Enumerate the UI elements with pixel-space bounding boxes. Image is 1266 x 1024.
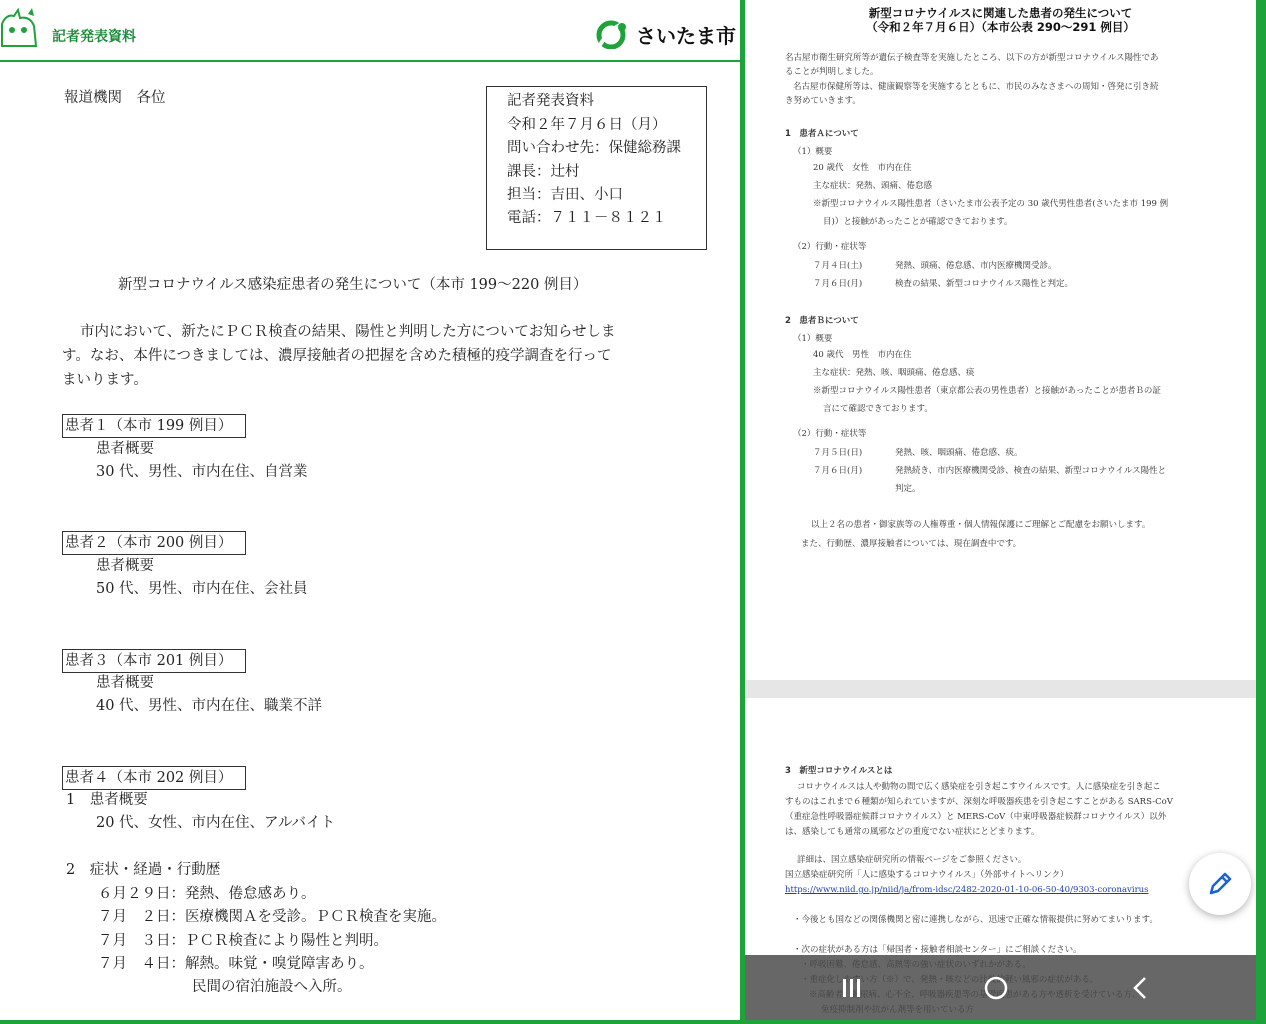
info-phone: 電話：７１１－８１２１ <box>507 210 667 226</box>
edit-fab-button[interactable] <box>1189 853 1251 915</box>
section-3-line-4: は、感染しても通常の風邪などの重度でない症状にとどまります。 <box>785 827 1040 837</box>
recent-apps-icon[interactable] <box>840 977 862 999</box>
section-3-line-8: ・次の症状がある方は「帰国者・接触者相談センター」にご相談ください。 <box>793 945 1082 955</box>
patient-b-line-3: ※新型コロナウイルス陽性患者（東京都公表の男性患者）と接触があったことが患者Ｂの証 <box>813 386 1161 396</box>
closing-line-1: 以上２名の患者・御家族等の人権尊重・個人情報保護にご理解とご配慮をお願いします。 <box>811 520 1151 530</box>
document-title: 新型コロナウイルス感染症患者の発生について（本市 199～220 例目） <box>118 277 588 293</box>
city-logo <box>596 18 736 50</box>
history-line-4: ７月 ４日：解熱。味覚・嗅覚障害あり。 <box>98 956 374 972</box>
patient-4-summary-heading: 1 患者概要 <box>66 792 148 808</box>
patient-a-line-3: ※新型コロナウイルス陽性患者（さいたま市公表予定の 30 歳代男性患者(さいたま市 199 例 <box>813 199 1169 209</box>
patient-b-date-2: ７月６日(月) <box>813 466 863 476</box>
patient-b-history-heading: （2）行動・症状等 <box>793 429 867 439</box>
patient-a-date-2: ７月６日(月) <box>813 279 863 289</box>
patient-2-detail: 50 代、男性、市内在住、会社員 <box>96 581 308 597</box>
patient-4-history-heading: 2 症状・経過・行動歴 <box>66 862 221 878</box>
patient-b-event-3: 判定。 <box>895 484 921 494</box>
right-subtitle: （令和２年７月６日）（本市公表 290～291 例目） <box>866 20 1135 34</box>
info-line-1: 記者発表資料 <box>507 93 594 109</box>
section-3-line-2: すものはこれまで６種類が知られていますが、深刻な呼吸器疾患を引き起こすことがある SARS-CoV <box>785 797 1173 807</box>
patient-2-label-box <box>62 531 246 555</box>
patient-b-line-2: 主な症状：発熱、咳、咽頭痛、倦怠感、痰 <box>813 368 975 378</box>
header-label: 記者発表資料 <box>52 29 136 45</box>
info-date: 令和２年７月６日（月） <box>507 117 667 133</box>
addressee: 報道機関 各位 <box>64 90 166 106</box>
niid-link[interactable]: https://www.niid.go.jp/niid/ja/from-idsc/2482-2020-01-10-06-50-40/9303-coronavirus <box>785 885 1149 895</box>
patient-4-label-box <box>62 766 246 790</box>
history-line-1: ６月２９日：発熱、倦怠感あり。 <box>98 886 316 902</box>
patient-4-label: 患者４（本市 202 例目） <box>65 770 233 786</box>
back-icon[interactable] <box>1130 975 1150 1001</box>
patient-a-line-1: 20 歳代 女性 市内在住 <box>813 163 912 173</box>
patient-3-detail: 40 代、男性、市内在住、職業不詳 <box>96 698 323 714</box>
contact-info-box <box>486 86 707 250</box>
r-intro-3: 名古屋市保健所等は、健康観察等を実施するとともに、市民のみなさまへの周知・啓発に引き続 <box>793 82 1159 92</box>
section-3-line-1: コロナウイルスは人や動物の間で広く感染症を引き起こすウイルスです。人に感染症を引き起こ <box>797 782 1161 792</box>
patient-b-date-1: ７月５日(日) <box>813 448 863 458</box>
intro-line-3: まいります。 <box>62 372 148 388</box>
android-nav-bar <box>745 955 1256 1020</box>
patient-1-label-box <box>62 414 246 438</box>
history-line-3: ７月 ３日：ＰＣＲ検査により陽性と判明。 <box>98 933 388 949</box>
patient-a-history-heading: （2）行動・症状等 <box>793 242 867 252</box>
section-3-line-3: （重症急性呼吸器症候群コロナウイルス）と MERS-CoV（中東呼吸器症候群コロナウイルス）以外 <box>785 812 1167 822</box>
patient-3-summary-heading: 患者概要 <box>96 675 154 691</box>
mascot-icon <box>0 6 40 50</box>
section-3-line-5: 詳細は、国立感染症研究所の情報ページをご参照ください。 <box>797 855 1027 865</box>
patient-1-summary-heading: 患者概要 <box>96 441 154 457</box>
patient-1-detail: 30 代、男性、市内在住、自営業 <box>96 464 308 480</box>
patient-a-date-1: ７月４日(土) <box>813 261 863 271</box>
patient-b-event-2: 発熱続き、市内医療機関受診、検査の結果、新型コロナウイルス陽性と <box>895 466 1167 476</box>
patient-4-detail: 20 代、女性、市内在住、アルバイト <box>96 815 335 831</box>
info-staff: 担当：吉田、小口 <box>507 187 623 203</box>
intro-line-2: す。なお、本件につきましては、濃厚接触者の把握を含めた積極的疫学調査を行って <box>62 348 612 364</box>
patient-b-overview-heading: （1）概要 <box>793 334 833 344</box>
patient-a-heading: 1 患者Ａについて <box>785 129 859 139</box>
info-chief: 課長：辻村 <box>507 164 580 180</box>
right-document-viewer[interactable] <box>745 0 1256 1020</box>
city-emblem-icon <box>596 19 630 49</box>
patient-2-summary-heading: 患者概要 <box>96 558 154 574</box>
history-line-5: 民間の宿泊施設へ入所。 <box>192 979 352 995</box>
patient-b-event-1: 発熱、咳、咽頭痛、倦怠感、痰。 <box>895 448 1023 458</box>
home-icon[interactable] <box>983 975 1009 1001</box>
intro-line-1: 市内において、新たにＰＣＲ検査の結果、陽性と判明した方についてお知らせしま <box>80 324 616 340</box>
patient-b-line-4: 言にて確認できております。 <box>823 404 933 414</box>
patient-3-label: 患者３（本市 201 例目） <box>65 653 233 669</box>
patient-a-line-2: 主な症状：発熱、頭痛、倦怠感 <box>813 181 933 191</box>
patient-a-event-1: 発熱、頭痛、倦怠感、市内医療機関受診。 <box>895 261 1057 271</box>
history-line-2: ７月 ２日：医療機関Ａを受診。ＰＣＲ検査を実施。 <box>98 909 446 925</box>
info-contact: 問い合わせ先：保健総務課 <box>507 140 681 156</box>
patient-a-line-4: 目)）と接触があったことが確認できております。 <box>823 217 1013 227</box>
section-3-line-6: 国立感染症研究所「人に感染するコロナウイルス」（外部サイトへリンク） <box>785 870 1069 880</box>
r-intro-1: 名古屋市衛生研究所等が遺伝子検査等を実施したところ、以下の方が新型コロナウイルス陽性であ <box>785 53 1159 63</box>
r-intro-2: ることが判明しました。 <box>785 67 879 77</box>
patient-b-line-1: 40 歳代 男性 市内在住 <box>813 350 912 360</box>
section-3-line-7: ・今後とも国などの関係機関と密に連携しながら、迅速で正確な情報提供に努めてまいります。 <box>793 915 1158 925</box>
pencil-icon <box>1206 870 1234 898</box>
patient-1-label: 患者１（本市 199 例目） <box>65 418 233 434</box>
page-break <box>745 680 1256 698</box>
patient-a-overview-heading: （1）概要 <box>793 147 833 157</box>
patient-3-label-box <box>62 649 246 673</box>
press-header <box>0 0 740 62</box>
right-title: 新型コロナウイルスに関連した患者の発生について <box>868 6 1133 20</box>
patient-b-heading: 2 患者Ｂについて <box>785 316 859 326</box>
logo-text: さいたま市 <box>636 23 736 48</box>
patient-2-label: 患者２（本市 200 例目） <box>65 535 233 551</box>
section-3-heading: 3 新型コロナウイルスとは <box>785 766 893 776</box>
patient-a-event-2: 検査の結果、新型コロナウイルス陽性と判定。 <box>895 279 1073 289</box>
closing-line-2: また、行動歴、濃厚接触者については、現在調査中です。 <box>801 539 1022 549</box>
r-intro-4: き努めていきます。 <box>785 96 861 106</box>
